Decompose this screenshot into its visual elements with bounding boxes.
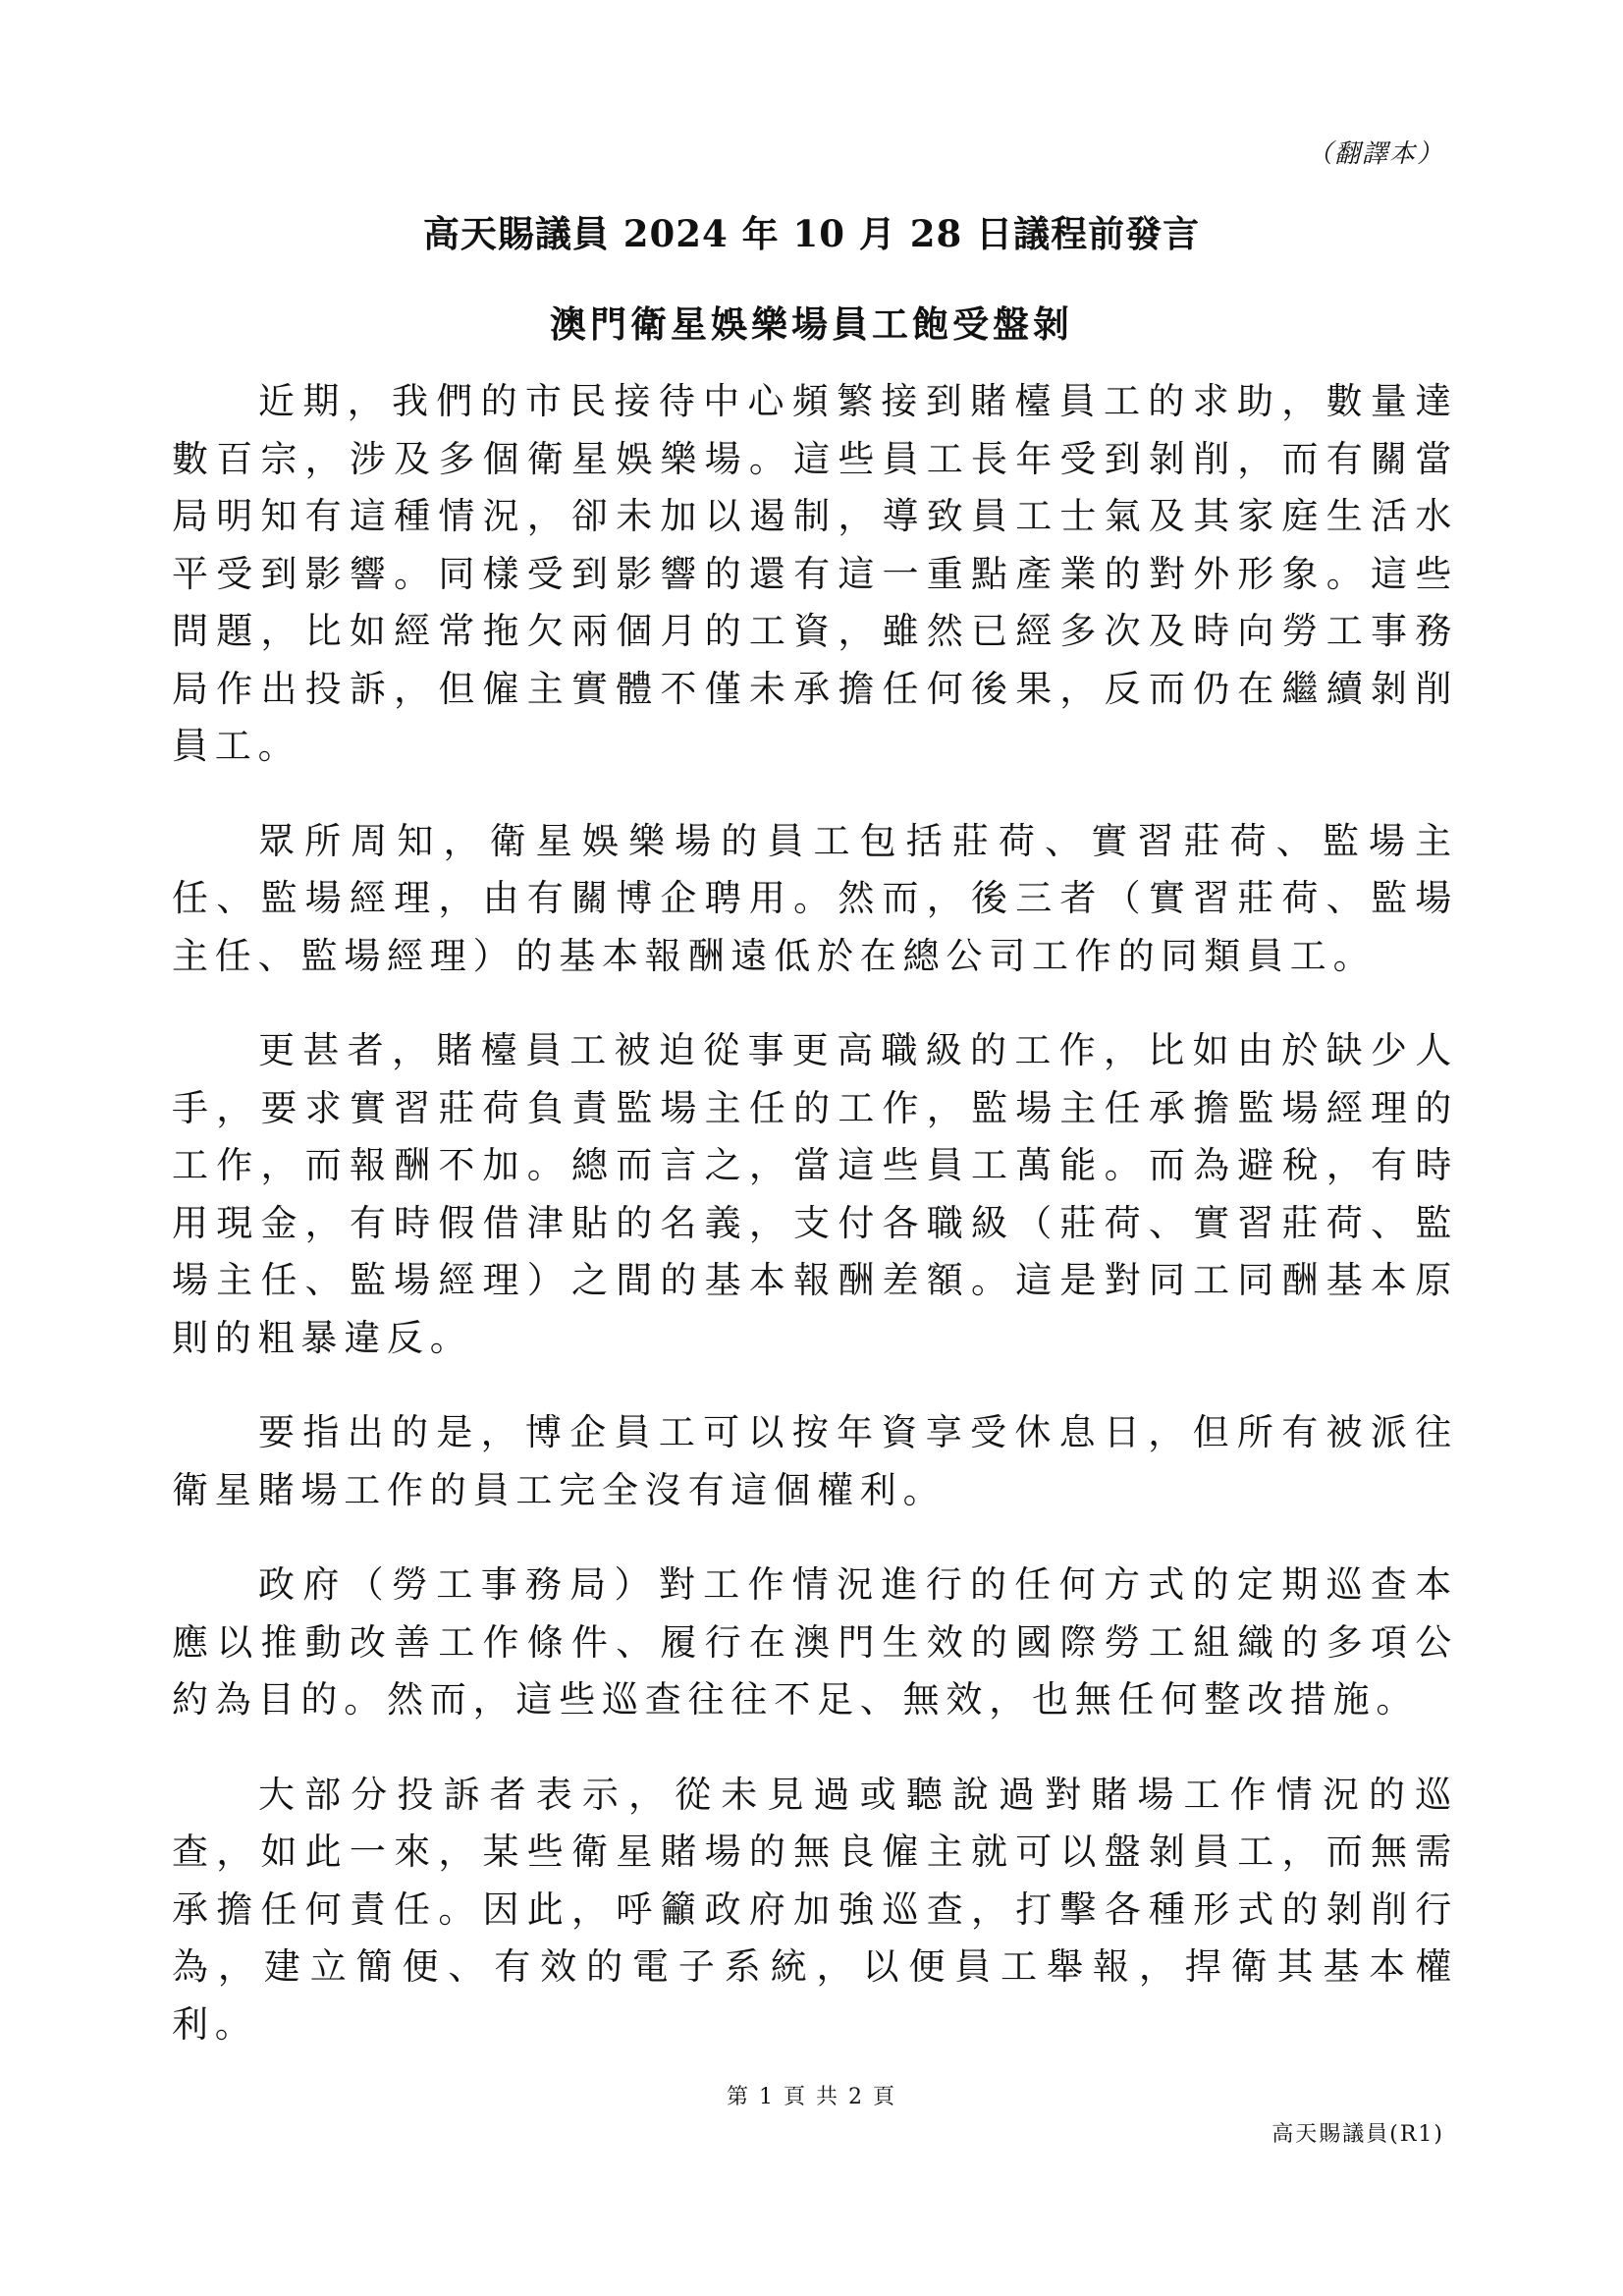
paragraph: 眾所周知，衛星娛樂場的員工包括莊荷、實習莊荷、監場主任、監場經理，由有關博企聘用。然而，後三者（實習莊荷、監場主任、監場經理）的基本報酬遠低於在總公司工作的同類員工。 [172, 819, 1458, 977]
paragraph: 要指出的是，博企員工可以按年資享受休息日，但所有被派往衛星賭場工作的員工完全沒有這個權利。 [172, 1411, 1458, 1511]
paragraph: 近期，我們的市民接待中心頻繁接到賭檯員工的求助，數量達數百宗，涉及多個衛星娛樂場。這些員工長年受到剝削，而有關當局明知有這種情況，卻未加以遏制，導致員工士氣及其家庭生活水平受到影響。同樣受到影響的還有這一重點產業的對外形象。這些問題，比如經常拖欠兩個月的工資，雖然已經多次及時向勞工事務局作出投訴，但僱主實體不僅未承擔任何後果，反而仍在繼續剝削員工。 [172, 380, 1458, 767]
paragraph: 政府（勞工事務局）對工作情況進行的任何方式的定期巡查本應以推動改善工作條件、履行在澳門生效的國際勞工組織的多項公約為目的。然而，這些巡查往往不足、無效，也無任何整改措施。 [172, 1563, 1458, 1721]
paragraph: 大部分投訴者表示，從未見過或聽說過對賭場工作情況的巡查，如此一來，某些衛星賭場的無良僱主就可以盤剝員工，而無需承擔任何責任。因此，呼籲政府加強巡查，打擊各種形式的剝削行為，建立簡便、有效的電子系統，以便員工舉報，捍衛其基本權利。 [172, 1773, 1458, 2046]
speech-title: 高天賜議員 2024 年 10 月 28 日議程前發言 [422, 212, 1201, 255]
page-indicator: 第 1 頁 共 2 頁 [727, 2085, 896, 2109]
subject-title: 澳門衛星娛樂場員工飽受盤剝 [550, 302, 1073, 346]
body-text [172, 373, 1458, 2091]
paragraph: 更甚者，賭檯員工被迫從事更高職級的工作，比如由於缺少人手，要求實習莊荷負責監場主任的工作，監場主任承擔監場經理的工作，而報酬不加。總而言之，當這些員工萬能。而為避稅，有時用現金，有時假借津貼的名義，支付各職級（莊荷、實習莊荷、監場主任、監場經理）之間的基本報酬差額。這是對同工同酬基本原則的粗暴違反。 [172, 1029, 1458, 1359]
translation-note: （翻譯本） [1306, 139, 1444, 169]
author-code: 高天賜議員(R1) [1271, 2122, 1444, 2147]
